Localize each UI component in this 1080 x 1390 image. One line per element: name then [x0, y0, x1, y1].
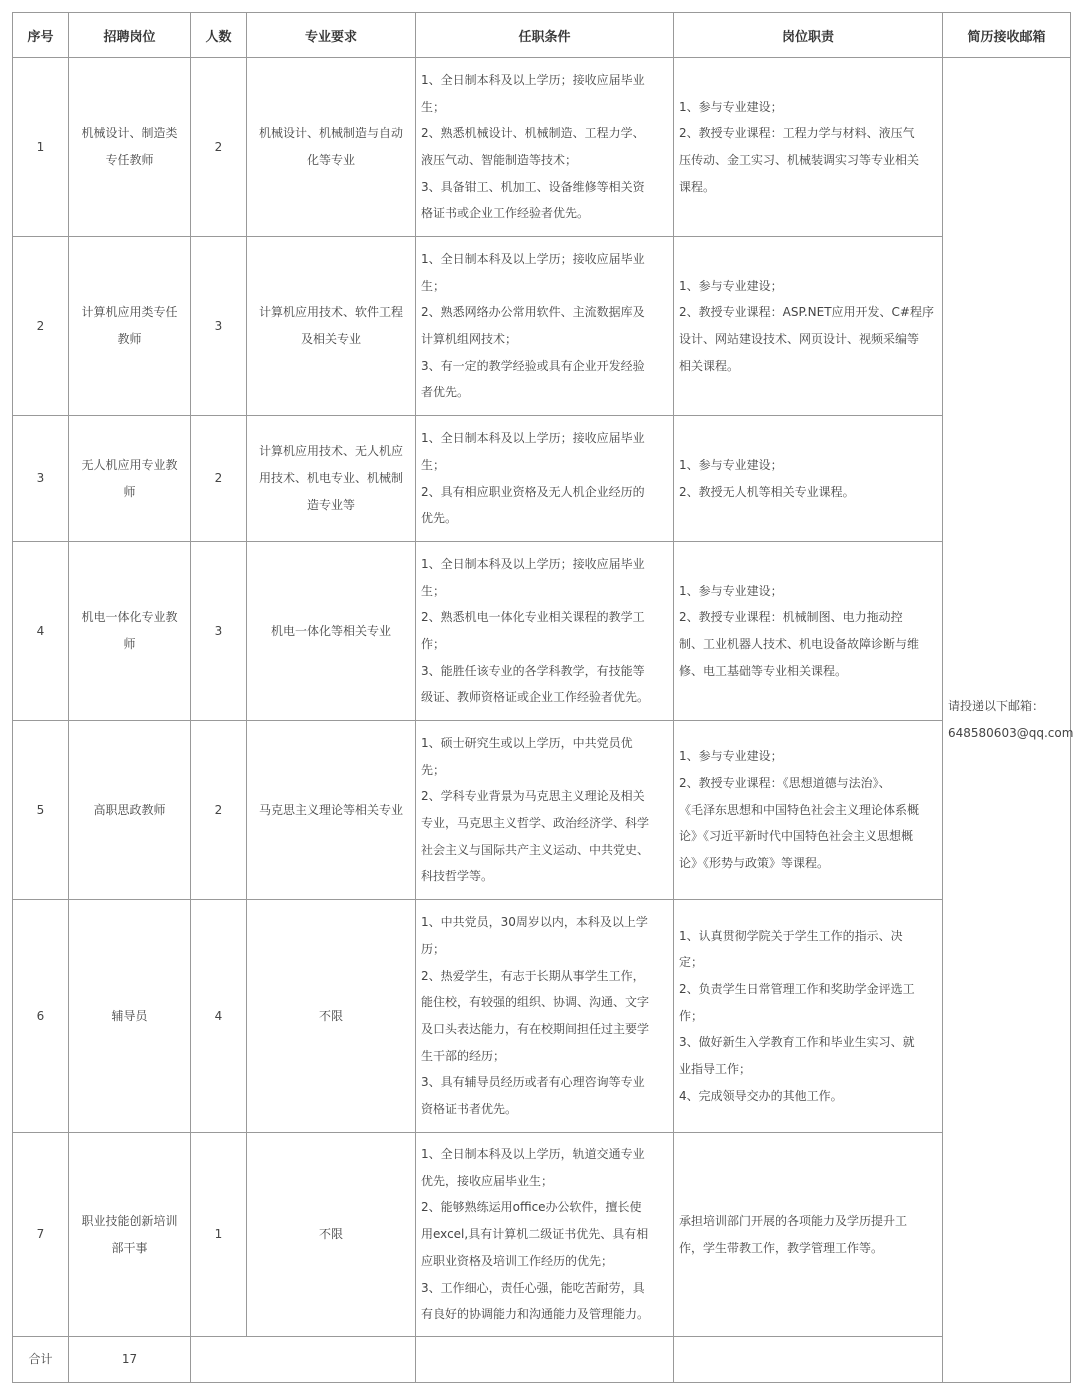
- total-label: 合计: [13, 1337, 69, 1383]
- header-no: 序号: [13, 13, 69, 58]
- recruitment-table-wrapper: [12, 12, 1074, 1383]
- conditions-cell-line: 者优先。: [421, 385, 470, 400]
- count-cell: 3: [191, 237, 247, 416]
- conditions-cell-line: 级证、教师资格证或企业工作经验者优先。: [421, 690, 650, 705]
- table-row: [13, 900, 1071, 1133]
- conditions-cell-line: 3、具有辅导员经历或者有心理咨询等专业: [421, 1075, 645, 1090]
- major-cell: [247, 900, 416, 1133]
- table-row: [13, 542, 1071, 721]
- total-empty-cell: [191, 1337, 416, 1383]
- duties-cell-line: 4、完成领导交办的其他工作。: [679, 1088, 843, 1103]
- count-cell: 1: [191, 1133, 247, 1337]
- header-row: [13, 13, 1071, 58]
- duties-cell-line: 业指导工作；: [679, 1062, 752, 1077]
- major-cell-line: 化等专业: [306, 153, 355, 167]
- conditions-cell-line: 计算机组网技术；: [421, 332, 518, 346]
- major-cell-line: 及相关专业: [300, 332, 361, 346]
- conditions-cell-line: 资格证书者优先。: [421, 1102, 518, 1117]
- post-cell-line: 机电一体化专业教: [81, 610, 178, 625]
- major-cell: [247, 542, 416, 721]
- conditions-cell-line: 2、能够熟练运用office办公软件，擅长使: [421, 1200, 642, 1215]
- conditions-cell-line: 优先。: [421, 511, 458, 526]
- header-post: 招聘岗位: [69, 13, 191, 58]
- row-number: 2: [13, 237, 69, 416]
- conditions-cell-line: 应职业资格及培训工作经历的优先；: [421, 1253, 614, 1268]
- conditions-cell: [416, 416, 674, 542]
- post-cell: [69, 237, 191, 416]
- count-cell: 2: [191, 416, 247, 542]
- conditions-cell-line: 生；: [421, 457, 446, 472]
- conditions-cell-line: 作；: [421, 637, 446, 651]
- post-cell-line: 师: [123, 484, 136, 499]
- conditions-cell-line: 生；: [421, 99, 446, 114]
- duties-cell-line: 2、教授专业课程：工程力学与材料、液压气: [679, 126, 915, 141]
- duties-cell-line: 1、参与专业建设；: [679, 749, 783, 764]
- duties-cell-line: 2、教授专业课程：《思想道德与法治》、: [679, 775, 891, 790]
- conditions-cell-line: 1、全日制本科及以上学历；接收应届毕业: [421, 72, 645, 87]
- conditions-cell-line: 1、全日制本科及以上学历；接收应届毕业: [421, 431, 645, 446]
- table-row: [13, 416, 1071, 542]
- conditions-cell-line: 优先，接收应届毕业生；: [421, 1173, 554, 1188]
- duties-cell-line: 压传动、金工实习、机械装调实习等专业相关: [679, 153, 920, 167]
- conditions-cell-line: 生；: [421, 278, 446, 293]
- duties-cell-line: 《毛泽东思想和中国特色社会主义理论体系概: [679, 802, 920, 817]
- table-row: [13, 1133, 1071, 1337]
- major-cell-line: 造专业等: [306, 497, 355, 512]
- conditions-cell-line: 科技哲学等。: [421, 869, 494, 884]
- conditions-cell-line: 2、学科专业背景为马克思主义理论及相关: [421, 789, 645, 804]
- conditions-cell: [416, 900, 674, 1133]
- post-cell-line: 机械设计、制造类: [81, 126, 178, 141]
- conditions-cell-line: 3、有一定的教学经验或具有企业开发经验: [421, 358, 645, 373]
- conditions-cell: [416, 237, 674, 416]
- major-cell-line: 用技术、机电专业、机械制: [258, 471, 403, 486]
- row-number: 6: [13, 900, 69, 1133]
- post-cell: [69, 58, 191, 237]
- email-cell-line: 648580603@qq.com: [948, 726, 1074, 740]
- total-row: [13, 1337, 1071, 1383]
- conditions-cell-line: 专业，马克思主义哲学、政治经济学、科学: [421, 816, 650, 830]
- duties-cell-line: 论》《形势与政策》等课程。: [679, 856, 830, 871]
- post-cell: [69, 542, 191, 721]
- major-cell: [247, 237, 416, 416]
- duties-cell-line: 作；: [679, 1008, 704, 1023]
- conditions-cell-line: 社会主义与国际共产主义运动、中共党史、: [421, 842, 650, 857]
- conditions-cell-line: 能住校，有较强的组织、协调、沟通、文字: [421, 995, 650, 1010]
- duties-cell-line: 2、教授专业课程：机械制图、电力拖动控: [679, 610, 903, 625]
- major-cell: [247, 1133, 416, 1337]
- post-cell-line: 部干事: [111, 1240, 148, 1255]
- header-duties: 岗位职责: [674, 13, 943, 58]
- duties-cell-line: 相关课程。: [679, 358, 740, 373]
- duties-cell-line: 1、参与专业建设；: [679, 583, 783, 598]
- post-cell: [69, 900, 191, 1133]
- duties-cell: [674, 900, 943, 1133]
- header-count: 人数: [191, 13, 247, 58]
- conditions-cell: [416, 721, 674, 900]
- conditions-cell-line: 2、具有相应职业资格及无人机企业经历的: [421, 484, 645, 499]
- conditions-cell-line: 生；: [421, 583, 446, 598]
- conditions-cell-line: 格证书或企业工作经验者优先。: [421, 206, 590, 221]
- post-cell-line: 职业技能创新培训: [81, 1213, 178, 1228]
- major-cell-line: 马克思主义理论等相关专业: [258, 802, 403, 817]
- conditions-cell-line: 1、中共党员，30周岁以内，本科及以上学: [421, 915, 648, 930]
- conditions-cell-line: 2、熟悉网络办公常用软件、主流数据库及: [421, 305, 645, 320]
- duties-cell-line: 1、参与专业建设；: [679, 457, 783, 472]
- conditions-cell-line: 1、全日制本科及以上学历；接收应届毕业: [421, 556, 645, 571]
- major-cell: [247, 58, 416, 237]
- conditions-cell-line: 3、具备钳工、机加工、设备维修等相关资: [421, 179, 645, 194]
- duties-cell-line: 修、电工基础等专业相关课程。: [679, 663, 848, 678]
- duties-cell-line: 承担培训部门开展的各项能力及学历提升工: [679, 1213, 908, 1228]
- post-cell-line: 师: [123, 637, 136, 651]
- duties-cell-line: 作，学生带教工作，教学管理工作等。: [679, 1240, 884, 1255]
- post-cell: [69, 1133, 191, 1337]
- post-cell: [69, 721, 191, 900]
- duties-cell: [674, 542, 943, 721]
- conditions-cell-line: 3、工作细心，责任心强，能吃苦耐劳，具: [421, 1280, 645, 1295]
- duties-cell-line: 定；: [679, 955, 704, 970]
- duties-cell-line: 2、负责学生日常管理工作和奖助学金评选工: [679, 981, 915, 996]
- conditions-cell-line: 先；: [421, 762, 446, 777]
- conditions-cell-line: 液压气动、智能制造等技术；: [421, 153, 578, 167]
- post-cell-line: 专任教师: [105, 153, 154, 167]
- conditions-cell-line: 历；: [421, 941, 446, 956]
- row-number: 3: [13, 416, 69, 542]
- duties-cell-line: 1、认真贯彻学院关于学生工作的指示、决: [679, 928, 903, 943]
- duties-cell-line: 论》《习近平新时代中国特色社会主义思想概: [679, 829, 914, 844]
- duties-cell: [674, 237, 943, 416]
- total-empty-cell: [674, 1337, 943, 1383]
- conditions-cell-line: 2、熟悉机电一体化专业相关课程的教学工: [421, 610, 645, 625]
- major-cell-line: 不限: [318, 1227, 343, 1242]
- major-cell-line: 计算机应用技术、无人机应: [258, 444, 403, 459]
- header-conditions: 任职条件: [416, 13, 674, 58]
- conditions-cell: [416, 1133, 674, 1337]
- post-cell-line: 计算机应用类专任: [81, 305, 178, 320]
- table-row: [13, 721, 1071, 900]
- conditions-cell: [416, 542, 674, 721]
- major-cell: [247, 721, 416, 900]
- duties-cell: [674, 1133, 943, 1337]
- post-cell-line: 辅导员: [111, 1008, 148, 1023]
- conditions-cell-line: 2、热爱学生，有志于长期从事学生工作，: [421, 968, 645, 983]
- table-row: [13, 237, 1071, 416]
- post-cell-line: 高职思政教师: [93, 802, 166, 817]
- email-cell: [943, 58, 1074, 1383]
- recruitment-table: [12, 12, 1074, 1383]
- count-cell: 2: [191, 721, 247, 900]
- duties-cell: [674, 721, 943, 900]
- row-number: 7: [13, 1133, 69, 1337]
- count-cell: 4: [191, 900, 247, 1133]
- total-value: 17: [69, 1337, 191, 1383]
- conditions-cell-line: 生干部的经历；: [421, 1048, 506, 1063]
- post-cell-line: 无人机应用专业教: [81, 457, 178, 472]
- conditions-cell-line: 1、硕士研究生或以上学历，中共党员优: [421, 735, 633, 750]
- major-cell-line: 机械设计、机械制造与自动: [258, 126, 403, 141]
- row-number: 4: [13, 542, 69, 721]
- row-number: 5: [13, 721, 69, 900]
- conditions-cell-line: 3、能胜任该专业的各学科教学，有技能等: [421, 663, 645, 678]
- major-cell-line: 机电一体化等相关专业: [270, 623, 391, 638]
- header-major: 专业要求: [247, 13, 416, 58]
- row-number: 1: [13, 58, 69, 237]
- duties-cell: [674, 416, 943, 542]
- conditions-cell-line: 用excel,具有计算机二级证书优先、具有相: [421, 1227, 649, 1242]
- conditions-cell-line: 有良好的协调能力和沟通能力及管理能力。: [421, 1307, 650, 1322]
- table-row: [13, 58, 1071, 237]
- conditions-cell-line: 及口头表达能力，有在校期间担任过主要学: [421, 1022, 650, 1036]
- duties-cell-line: 制、工业机器人技术、机电设备故障诊断与维: [679, 637, 920, 651]
- major-cell-line: 不限: [318, 1008, 343, 1023]
- duties-cell-line: 课程。: [679, 179, 716, 194]
- conditions-cell: [416, 58, 674, 237]
- post-cell-line: 教师: [117, 332, 142, 346]
- post-cell: [69, 416, 191, 542]
- duties-cell-line: 2、教授专业课程：ASP.NET应用开发、C#程序: [679, 305, 934, 320]
- conditions-cell-line: 2、熟悉机械设计、机械制造、工程力学、: [421, 126, 645, 141]
- total-empty-cell: [416, 1337, 674, 1383]
- duties-cell-line: 1、参与专业建设；: [679, 278, 783, 293]
- email-cell-line: 请投递以下邮箱：: [948, 699, 1045, 714]
- conditions-cell-line: 1、全日制本科及以上学历，轨道交通专业: [421, 1147, 645, 1162]
- count-cell: 3: [191, 542, 247, 721]
- duties-cell-line: 设计、网站建设技术、网页设计、视频采编等: [679, 332, 920, 346]
- duties-cell: [674, 58, 943, 237]
- count-cell: 2: [191, 58, 247, 237]
- duties-cell-line: 1、参与专业建设；: [679, 99, 783, 114]
- conditions-cell-line: 1、全日制本科及以上学历；接收应届毕业: [421, 251, 645, 266]
- duties-cell-line: 3、做好新生入学教育工作和毕业生实习、就: [679, 1035, 915, 1050]
- major-cell-line: 计算机应用技术、软件工程: [258, 305, 403, 320]
- duties-cell-line: 2、教授无人机等相关专业课程。: [679, 484, 855, 499]
- header-email: 简历接收邮箱: [943, 13, 1071, 58]
- major-cell: [247, 416, 416, 542]
